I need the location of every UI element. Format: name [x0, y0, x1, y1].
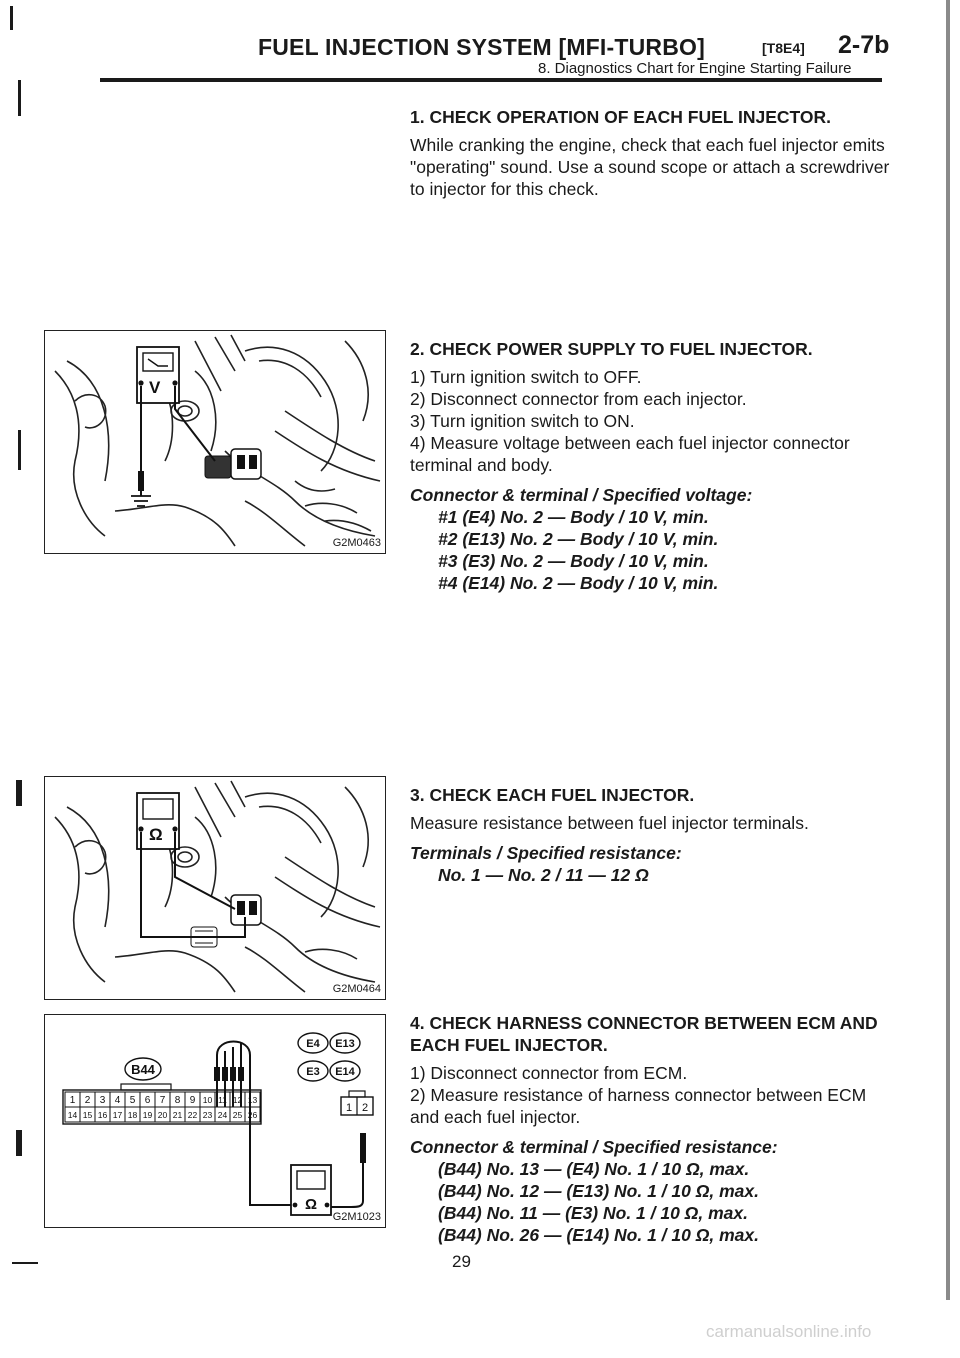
injector-connector-label: E4 [306, 1038, 320, 1050]
ecm-pin-number: 23 [202, 1110, 213, 1120]
edge-mark [18, 80, 21, 116]
probe-lead [217, 1042, 291, 1206]
edge-mark [12, 1262, 38, 1264]
figure-voltage-check [44, 330, 386, 554]
ecm-pin-number: 8 [174, 1095, 181, 1106]
step: 4) Measure voltage between each fuel injector connector terminal and body. [410, 433, 850, 475]
step: 1) Turn ignition switch to OFF. [410, 367, 642, 387]
step: 2) Measure resistance of harness connector between ECM and each fuel injector. [410, 1085, 867, 1127]
spec-title: Connector & terminal / Specified voltage: [410, 485, 753, 505]
footer-watermark: carmanualsonline.info [706, 1322, 872, 1341]
ecm-pin-number: 13 [247, 1095, 258, 1105]
ecm-pin-number: 20 [157, 1110, 168, 1120]
spec-line: (B44) No. 12 — (E13) No. 1 / 10 Ω, max. [438, 1181, 759, 1201]
section-heading: 3. CHECK EACH FUEL INJECTOR. [410, 785, 695, 805]
probe-tip [214, 1067, 220, 1081]
spec-line: (B44) No. 26 — (E14) No. 1 / 10 Ω, max. [438, 1225, 759, 1245]
page-subtitle: 8. Diagnostics Chart for Engine Starting Failure [538, 60, 852, 77]
page-number: 29 [452, 1252, 471, 1271]
probe-lead [331, 1163, 363, 1207]
probe-tip [360, 1133, 366, 1163]
ecm-pin-number: 7 [159, 1095, 166, 1106]
page-reference: 2-7b [838, 31, 890, 59]
figure-code: G2M0464 [332, 983, 381, 995]
injector-pin: 2 [361, 1102, 369, 1114]
step: 3) Turn ignition switch to ON. [410, 411, 635, 431]
section-4 [410, 1012, 892, 1246]
ecm-pin-number: 9 [189, 1095, 196, 1106]
section-1 [410, 106, 892, 200]
connector-illustration [205, 449, 261, 479]
spec-line: #2 (E13) No. 2 — Body / 10 V, min. [438, 529, 719, 549]
harness-diagram [45, 1015, 385, 1227]
spec-line: #3 (E3) No. 2 — Body / 10 V, min. [438, 551, 709, 571]
ecm-connector-latch [121, 1084, 171, 1090]
section-heading: 4. CHECK HARNESS CONNECTOR BETWEEN ECM AND EACH FUEL INJECTOR. [410, 1013, 878, 1055]
section-body: Measure resistance between fuel injector terminals. [410, 813, 809, 833]
injector-connector-label: E14 [335, 1066, 355, 1078]
step: 1) Disconnect connector from ECM. [410, 1063, 688, 1083]
connector-illustration [191, 895, 261, 947]
section-heading: 1. CHECK OPERATION OF EACH FUEL INJECTOR. [410, 107, 832, 127]
ecm-pin-number: 4 [114, 1095, 121, 1106]
ecm-pin-number: 3 [99, 1095, 106, 1106]
ecm-pin-number: 24 [217, 1110, 228, 1120]
spec-line: No. 1 — No. 2 / 11 — 12 Ω [438, 865, 649, 885]
meter-symbol: Ω [305, 1196, 318, 1213]
meter-symbol: V [149, 378, 161, 397]
section-2 [410, 338, 892, 594]
edge-mark [946, 0, 950, 1300]
injector-connector-latch [349, 1091, 365, 1097]
ecm-pin-number: 11 [218, 1095, 227, 1105]
meter-symbol: Ω [149, 825, 163, 844]
ecm-pin-number: 5 [129, 1095, 136, 1106]
spec-line: #4 (E14) No. 2 — Body / 10 V, min. [438, 573, 719, 593]
engine-illustration [45, 777, 385, 999]
section-code: [T8E4] [762, 40, 805, 56]
injector-pin: 1 [345, 1102, 353, 1114]
figure-resistance-check [44, 776, 386, 1000]
meter-terminal [325, 1203, 330, 1208]
spec-line: #1 (E4) No. 2 — Body / 10 V, min. [438, 507, 709, 527]
figure-code: G2M0463 [332, 537, 381, 549]
edge-mark [18, 430, 21, 470]
ecm-pin-number: 1 [69, 1095, 76, 1106]
section-3 [410, 784, 892, 886]
ecm-pin-number: 2 [84, 1095, 91, 1106]
section-body: While cranking the engine, check that each fuel injector emits "operating" sound. Use a sound scope or attach a screwdriver to injector for this check. [410, 135, 890, 199]
edge-mark [10, 6, 13, 30]
spec-line: (B44) No. 11 — (E3) No. 1 / 10 Ω, max. [438, 1203, 748, 1223]
injector-connector-label: E13 [335, 1038, 355, 1050]
ecm-pin-number: 21 [172, 1110, 183, 1120]
figure-code: G2M1023 [332, 1211, 381, 1223]
multimeter-display [297, 1171, 325, 1189]
ecm-pin-number: 25 [232, 1110, 243, 1120]
ecm-pin-number: 14 [67, 1110, 78, 1120]
engine-illustration [45, 331, 385, 553]
page-title: FUEL INJECTION SYSTEM [MFI-TURBO] [258, 34, 706, 60]
spec-title: Terminals / Specified resistance: [410, 843, 682, 863]
ecm-pin-number: 18 [127, 1110, 138, 1120]
spec-title: Connector & terminal / Specified resistance: [410, 1137, 778, 1157]
step: 2) Disconnect connector from each injector. [410, 389, 747, 409]
ecm-pin-number: 22 [187, 1110, 198, 1120]
ecm-pin-number: 17 [112, 1110, 123, 1120]
ecm-pin-number: 19 [142, 1110, 153, 1120]
spec-line: (B44) No. 13 — (E4) No. 1 / 10 Ω, max. [438, 1159, 750, 1179]
injector-connector-label: E3 [306, 1066, 320, 1078]
ecm-pin-number: 6 [144, 1095, 151, 1106]
ecm-pin-number: 16 [97, 1110, 108, 1120]
ecm-pin-number: 10 [202, 1095, 213, 1105]
figure-harness-check [44, 1014, 386, 1228]
ecm-pin-number: 15 [82, 1110, 93, 1120]
section-heading: 2. CHECK POWER SUPPLY TO FUEL INJECTOR. [410, 339, 813, 359]
edge-mark [16, 780, 22, 806]
header-rule [100, 78, 882, 82]
ecm-pin-number: 26 [247, 1110, 258, 1120]
meter-terminal [293, 1203, 298, 1208]
multimeter [137, 793, 245, 937]
ecm-connector-label: B44 [131, 1062, 155, 1077]
probe-tip [230, 1067, 236, 1081]
probe-tip [222, 1067, 228, 1081]
probe-tip [238, 1067, 244, 1081]
edge-mark [16, 1130, 22, 1156]
ecm-pin-number: 12 [232, 1095, 243, 1105]
ecm-pin-grid [65, 1092, 260, 1122]
